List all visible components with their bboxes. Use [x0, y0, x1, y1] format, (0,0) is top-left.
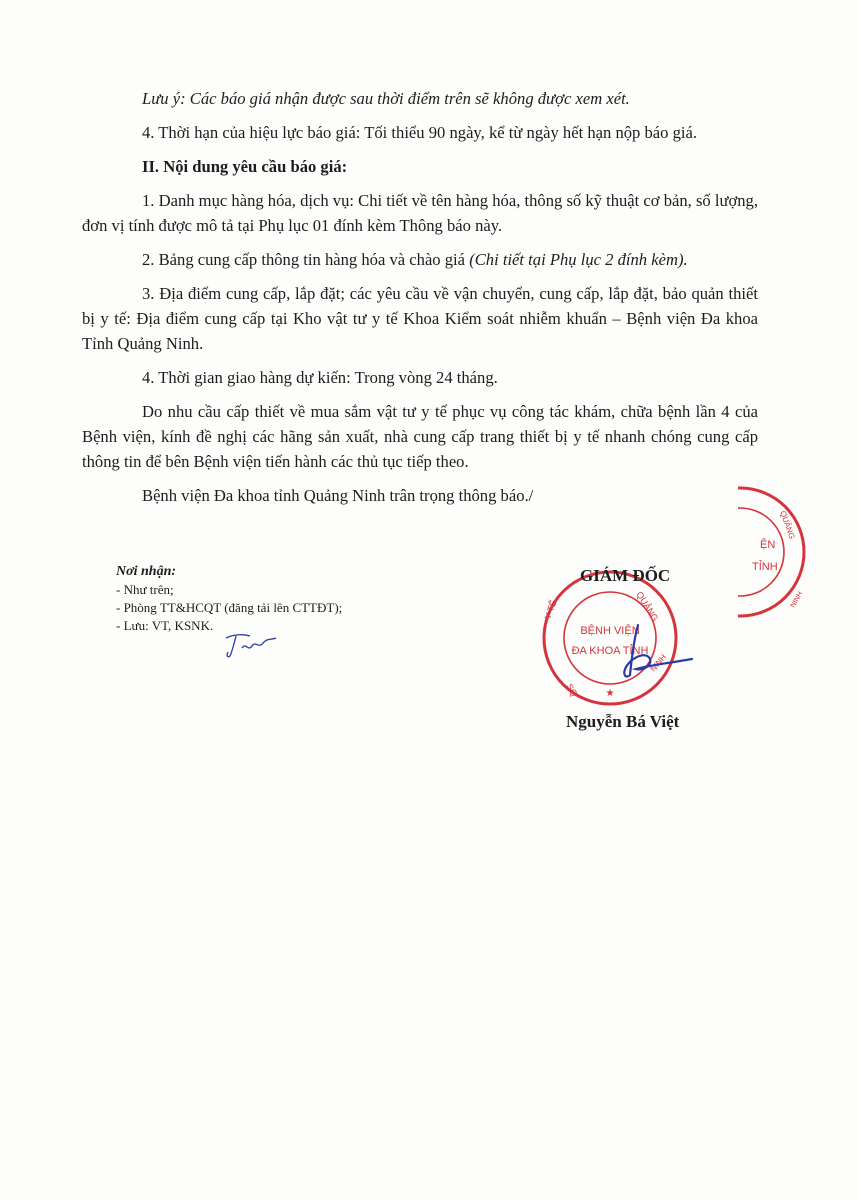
- requirement-2-text: 2. Bảng cung cấp thông tin hàng hóa và chào giá: [142, 250, 470, 269]
- partial-stamp-line-2: TỈNH: [752, 561, 778, 573]
- recipients-block: [116, 563, 436, 635]
- handwritten-signature: [600, 615, 700, 685]
- stamp-ring-left: Y TẾ: [542, 598, 559, 621]
- initials-mark: [222, 630, 282, 660]
- stamp-ring-right: NINH: [648, 652, 669, 674]
- stamp-star-icon: ★: [605, 688, 615, 699]
- validity-paragraph: 4. Thời hạn của hiệu lực báo giá: Tối thiểu 90 ngày, kể từ ngày hết hạn nộp báo giá.: [142, 123, 698, 142]
- requirement-2: [82, 247, 758, 272]
- requirement-1: 1. Danh mục hàng hóa, dịch vụ: Chi tiết về tên hàng hóa, thông số kỹ thuật cơ bản, số lượng, đơn vị tính được mô tả tại Phụ lục 01 đính kèm Thông báo này.: [82, 191, 758, 235]
- stamp-ring-top: QUẢNG: [634, 589, 661, 624]
- signer-title: GIÁM ĐỐC: [580, 566, 671, 585]
- requirement-2-note: (Chi tiết tại Phụ lục 2 đính kèm).: [469, 250, 688, 269]
- stamp-line-2: ĐA KHOA TỈNH: [571, 645, 649, 657]
- sign-off-line: Bệnh viện Đa khoa tỉnh Quảng Ninh trân trọng thông báo./: [142, 486, 534, 505]
- recipient-item: - Lưu: VT, KSNK.: [116, 618, 214, 633]
- stamp-line-1: BỆNH VIỆN: [580, 625, 640, 637]
- partial-stamp-ring-right: NINH: [789, 590, 805, 609]
- note-line: Lưu ý: Các báo giá nhận được sau thời điểm trên sẽ không được xem xét.: [142, 89, 630, 108]
- section-2-heading: II. Nội dung yêu cầu báo giá:: [142, 157, 348, 176]
- partial-stamp-ring-top: QUẢNG: [778, 509, 797, 541]
- recipients-title: Nơi nhận:: [116, 564, 177, 579]
- recipient-item: - Như trên;: [116, 582, 174, 597]
- closing-paragraph: Do nhu cầu cấp thiết về mua sắm vật tư y tế phục vụ công tác khám, chữa bệnh lần 4 của Bệnh viện, kính đề nghị các hãng sản xuất, nhà cung cấp trang thiết bị y tế nhanh chóng cung cấp thông tin để bên Bệnh viện tiến hành các thủ tục tiếp theo.: [82, 402, 758, 471]
- partial-stamp-line-1: ỆN: [760, 539, 776, 551]
- requirement-3: 3. Địa điểm cung cấp, lắp đặt; các yêu cầu về vận chuyển, cung cấp, lắp đặt, bảo quản thiết bị y tế: Địa điểm cung cấp tại Kho vật tư y tế Khoa Kiểm soát nhiễm khuẩn – Bệnh viện Đa khoa Tỉnh Quảng Ninh.: [82, 284, 758, 353]
- recipient-item: - Phòng TT&HCQT (đăng tải lên CTTĐT);: [116, 600, 343, 615]
- partial-stamp: [738, 482, 818, 622]
- requirement-4: 4. Thời gian giao hàng dự kiến: Trong vòng 24 tháng.: [142, 368, 498, 387]
- signer-name: Nguyễn Bá Việt: [566, 712, 680, 731]
- stamp-ring-bottom: SQ: [564, 682, 580, 699]
- document-body: [82, 86, 758, 508]
